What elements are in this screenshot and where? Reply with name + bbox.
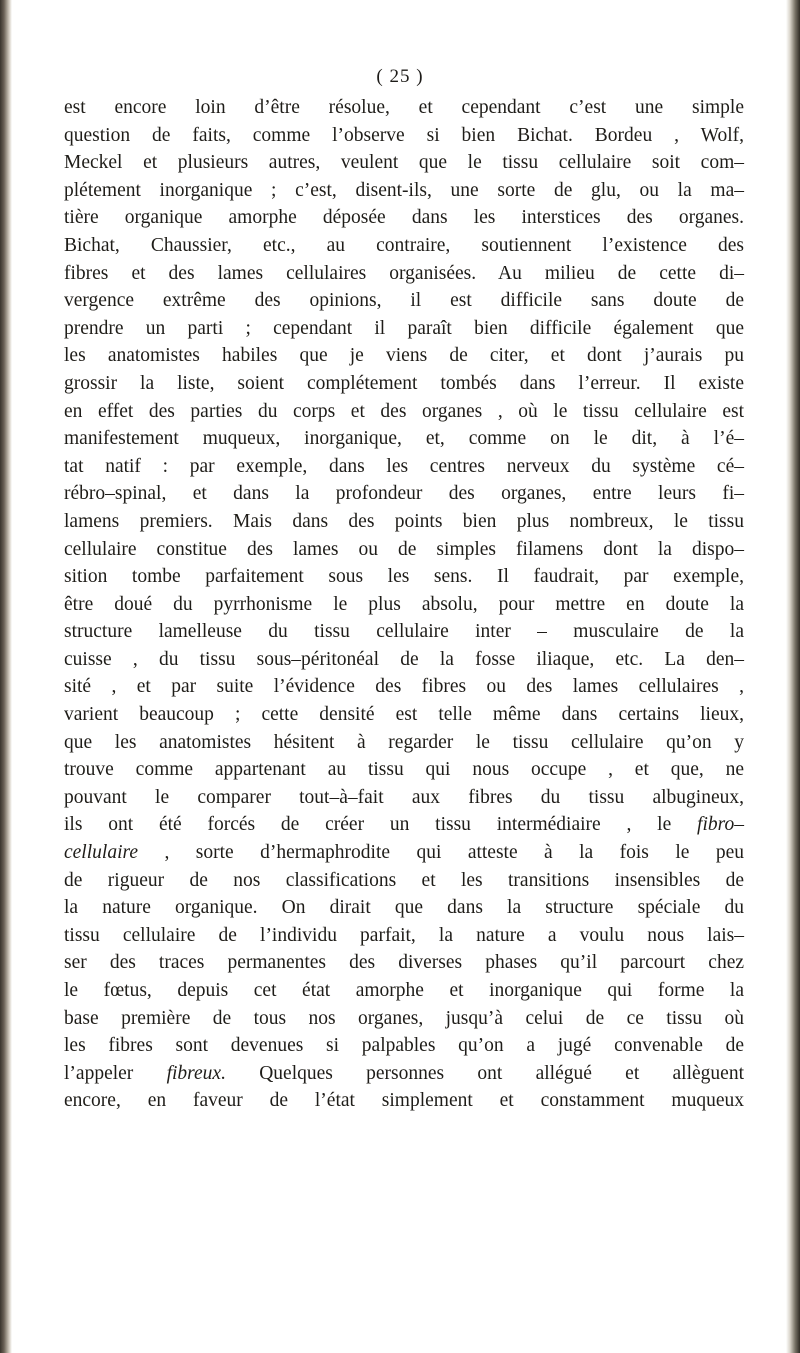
text-line — [64, 977, 744, 1005]
text-line — [64, 508, 744, 536]
text-line — [64, 149, 744, 177]
text-line — [64, 1032, 744, 1060]
text-line — [64, 342, 744, 370]
text-line — [64, 287, 744, 315]
text-line — [64, 425, 744, 453]
body-text — [64, 94, 744, 1115]
text-segment: grossir la liste, soient complétement tombés dans l’erreur. Il existe — [64, 372, 744, 394]
text-segment: Bichat, Chaussier, etc., au contraire, soutiennent l’existence des — [64, 234, 744, 256]
text-line — [64, 315, 744, 343]
text-segment: rébro–spinal, et dans la profondeur des organes, entre leurs fi– — [64, 483, 744, 505]
text-line — [64, 756, 744, 784]
text-segment: l’appeler — [64, 1062, 167, 1084]
text-segment: Meckel et plusieurs autres, veulent que le tissu cellulaire soit com– — [64, 152, 744, 174]
text-line — [64, 370, 744, 398]
text-segment: , sorte d’hermaphrodite qui atteste à la fois le peu — [138, 842, 744, 864]
text-line — [64, 94, 744, 122]
text-segment: ser des traces permanentes des diverses phases qu’il parcourt chez — [64, 952, 744, 974]
text-line — [64, 618, 744, 646]
page-number: ( 25 ) — [376, 66, 424, 87]
text-line — [64, 232, 744, 260]
text-segment: tissu cellulaire de l’individu parfait, la nature a voulu nous lais– — [64, 924, 744, 946]
text-segment: encore, en faveur de l’état simplement et constamment muqueux — [64, 1090, 744, 1112]
text-line — [64, 729, 744, 757]
page-binding-edge — [0, 0, 12, 1353]
text-segment: lamens premiers. Mais dans des points bien plus nombreux, le tissu — [64, 510, 744, 532]
text-segment: pouvant le comparer tout–à–fait aux fibres du tissu albugineux, — [64, 786, 744, 808]
text-segment: la nature organique. On dirait que dans la structure spéciale du — [64, 897, 744, 919]
text-segment: tière organique amorphe déposée dans les interstices des organes. — [64, 207, 744, 229]
text-segment: les fibres sont devenues si palpables qu’on a jugé convenable de — [64, 1035, 744, 1057]
text-line — [64, 122, 744, 150]
text-segment: le fœtus, depuis cet état amorphe et inorganique qui forme la — [64, 980, 744, 1001]
text-line — [64, 1060, 744, 1088]
text-line — [64, 867, 744, 895]
text-line — [64, 646, 744, 674]
text-segment: tat natif : par exemple, dans les centres nerveux du système cé– — [64, 455, 744, 477]
text-segment: cuisse , du tissu sous–péritonéal de la fosse iliaque, etc. La den– — [64, 648, 744, 670]
text-line — [64, 398, 744, 426]
text-line — [64, 177, 744, 205]
text-segment: question de faits, comme l’observe si bien Bichat. Bordeu , Wolf, — [64, 124, 744, 146]
text-segment: que les anatomistes hésitent à regarder le tissu cellulaire qu’on y — [64, 731, 744, 753]
text-segment: est encore loin d’être résolue, et cependant c’est une simple — [64, 97, 744, 118]
text-line — [64, 260, 744, 288]
text-line — [64, 1005, 744, 1033]
text-line — [64, 204, 744, 232]
text-line — [64, 536, 744, 564]
text-segment: fibres et des lames cellulaires organisées. Au milieu de cette di– — [64, 262, 744, 284]
text-line — [64, 839, 744, 867]
text-line — [64, 811, 744, 839]
italic-term: fibro– — [697, 814, 744, 836]
text-segment: ils ont été forcés de créer un tissu intermédiaire , le — [64, 814, 698, 836]
text-segment: Quelques personnes ont allégué et allèguent — [225, 1062, 744, 1084]
text-segment: base première de tous nos organes, jusqu’à celui de ce tissu où — [64, 1007, 744, 1029]
text-segment: prendre un parti ; cependant il paraît bien difficile également que — [64, 317, 744, 339]
text-line — [64, 591, 744, 619]
text-segment: être doué du pyrrhonisme le plus absolu, pour mettre en doute la — [64, 593, 744, 615]
text-segment: structure lamelleuse du tissu cellulaire inter – musculaire de la — [64, 621, 744, 643]
text-line — [64, 673, 744, 701]
text-segment: les anatomistes habiles que je viens de citer, et dont j’aurais pu — [64, 345, 744, 367]
text-segment: cellulaire constitue des lames ou de simples filamens dont la dispo– — [64, 538, 744, 560]
text-segment: trouve comme appartenant au tissu qui nous occupe , et que, ne — [64, 759, 744, 781]
text-segment: manifestement muqueux, inorganique, et, comme on le dit, à l’é– — [64, 428, 744, 450]
text-line — [64, 1087, 744, 1115]
italic-term: cellulaire — [64, 842, 139, 864]
text-segment: vergence extrême des opinions, il est difficile sans doute de — [64, 290, 744, 312]
text-line — [64, 784, 744, 812]
text-segment: sition tombe parfaitement sous les sens. Il faudrait, par exemple, — [64, 566, 744, 588]
italic-term: fibreux. — [166, 1062, 226, 1084]
text-segment: de rigueur de nos classifications et les transitions insensibles de — [64, 869, 744, 891]
page-right-edge — [786, 0, 800, 1353]
text-segment: en effet des parties du corps et des organes , où le tissu cellulaire est — [64, 400, 744, 422]
text-segment: varient beaucoup ; cette densité est telle même dans certains lieux, — [64, 704, 744, 726]
text-line — [64, 563, 744, 591]
text-line — [64, 480, 744, 508]
text-line — [64, 701, 744, 729]
text-line — [64, 453, 744, 481]
text-line — [64, 894, 744, 922]
text-segment: plétement inorganique ; c’est, disent-ils, une sorte de glu, ou la ma– — [64, 179, 744, 201]
text-line — [64, 922, 744, 950]
text-segment: sité , et par suite l’évidence des fibres ou des lames cellulaires , — [64, 676, 744, 698]
text-line — [64, 949, 744, 977]
